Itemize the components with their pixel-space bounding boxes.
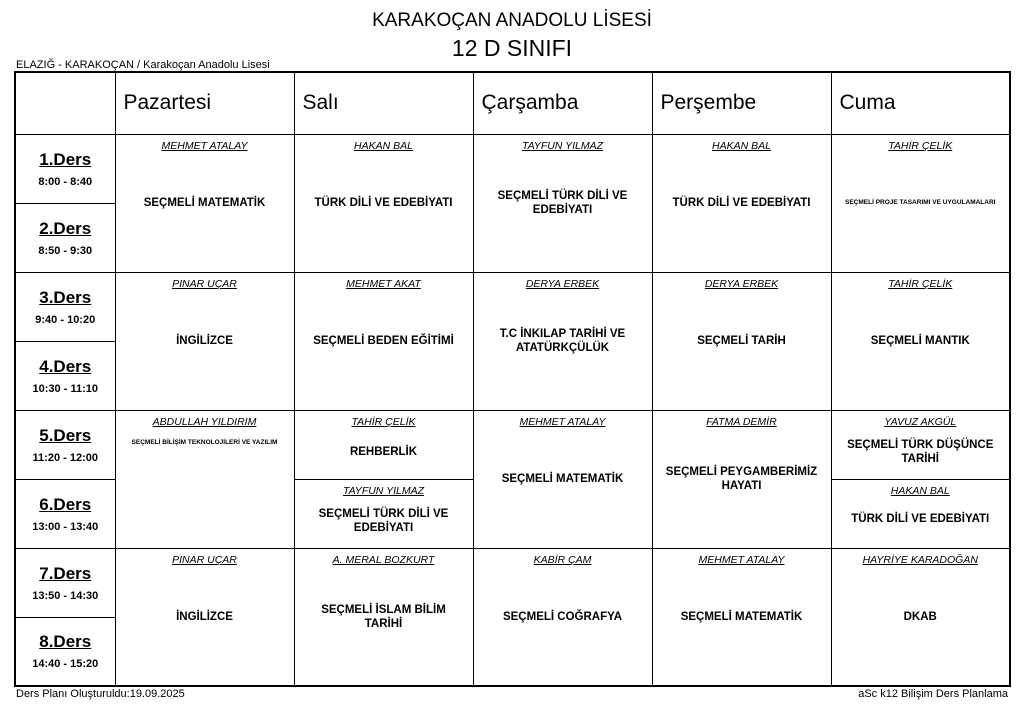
teacher-name: DERYA ERBEK: [525, 277, 600, 290]
period-name: 5.Ders: [39, 425, 92, 445]
day-friday: Cuma: [831, 72, 1010, 134]
lesson-wed-3[interactable]: [473, 272, 652, 410]
lesson-mon-3[interactable]: [115, 272, 294, 410]
period-name: 3.Ders: [39, 287, 92, 307]
teacher-name: KABİR ÇAM: [533, 553, 592, 566]
period-row-5: [15, 410, 1010, 479]
period-row-1: [15, 134, 1010, 203]
subject-name: SEÇMELİ TÜRK DİLİ VE EDEBİYATI: [497, 190, 628, 216]
subject-name: TÜRK DİLİ VE EDEBİYATI: [851, 512, 990, 525]
lesson-fri-3[interactable]: [831, 272, 1010, 410]
teacher-name: PINAR UÇAR: [172, 277, 237, 290]
teacher-name: HAKAN BAL: [354, 139, 413, 152]
lesson-wed-1[interactable]: [473, 134, 652, 272]
corner-cell: [15, 72, 115, 134]
subject-name: SEÇMELİ TÜRK DİLİ VE EDEBİYATI: [318, 507, 449, 534]
day-wednesday: Çarşamba: [473, 72, 652, 134]
teacher-name: MEHMET ATALAY: [161, 139, 248, 152]
period-name: 6.Ders: [39, 494, 92, 514]
day-thursday: Perşembe: [652, 72, 831, 134]
teacher-name: TAYFUN YILMAZ: [342, 484, 425, 497]
period-1: [15, 134, 115, 203]
teacher-name: TAHİR ÇELİK: [888, 139, 953, 152]
teacher-name: MEHMET AKAT: [346, 277, 421, 290]
day-header-row: [15, 72, 1010, 134]
lesson-mon-7[interactable]: [115, 548, 294, 686]
period-time: 8:00 - 8:40: [38, 175, 93, 188]
period-time: 11:20 - 12:00: [32, 451, 98, 464]
lesson-fri-5[interactable]: [831, 410, 1010, 479]
lesson-tue-6[interactable]: [294, 479, 473, 548]
period-row-3: [15, 272, 1010, 341]
teacher-name: TAHİR ÇELİK: [351, 415, 416, 428]
teacher-name: TAHİR ÇELİK: [888, 277, 953, 290]
teacher-name: A. MERAL BOZKURT: [332, 553, 435, 566]
teacher-name: PINAR UÇAR: [172, 553, 237, 566]
period-time: 14:40 - 15:20: [32, 658, 99, 671]
period-time: 10:30 - 11:10: [32, 382, 98, 395]
day-tuesday: Salı: [294, 72, 473, 134]
teacher-name: DERYA ERBEK: [704, 277, 779, 290]
period-name: 4.Ders: [39, 356, 92, 376]
subject-name: SEÇMELİ TARİH: [697, 335, 786, 347]
teacher-name: ABDULLAH YILDIRIM: [152, 415, 257, 428]
period-time: 9:40 - 10:20: [35, 313, 96, 326]
lesson-fri-6[interactable]: [831, 479, 1010, 548]
period-name: 7.Ders: [39, 563, 92, 583]
period-7: [15, 548, 115, 617]
subject-name: TÜRK DİLİ VE EDEBİYATI: [314, 197, 453, 209]
subject-name: SEÇMELİ İSLAM BİLİM TARİHİ: [321, 603, 446, 630]
timetable: [14, 71, 1011, 687]
subject-name: SEÇMELİ MATEMATİK: [501, 473, 624, 485]
lesson-tue-1[interactable]: [294, 134, 473, 272]
lesson-thu-3[interactable]: [652, 272, 831, 410]
subject-name: T.C İNKILAP TARİHİ VE ATATÜRKÇÜLÜK: [499, 328, 626, 354]
lesson-mon-1[interactable]: [115, 134, 294, 272]
subject-name: REHBERLİK: [349, 445, 418, 458]
period-time: 13:00 - 13:40: [32, 520, 99, 533]
lesson-fri-7[interactable]: [831, 548, 1010, 686]
lesson-tue-3[interactable]: [294, 272, 473, 410]
period-4: [15, 341, 115, 410]
teacher-name: HAKAN BAL: [890, 484, 950, 497]
period-name: 8.Ders: [39, 632, 92, 652]
period-6: [15, 479, 115, 548]
subject-name: SEÇMELİ PEYGAMBERİMİZ HAYATI: [665, 466, 818, 492]
subject-name: İNGİLİZCE: [176, 335, 233, 347]
teacher-name: TAYFUN YILMAZ: [521, 139, 604, 152]
period-name: 1.Ders: [39, 149, 92, 169]
lesson-thu-7[interactable]: [652, 548, 831, 686]
subject-name: TÜRK DİLİ VE EDEBİYATI: [672, 197, 811, 209]
lesson-tue-7[interactable]: [294, 548, 473, 686]
subject-name: SEÇMELİ PROJE TASARIMI VE UYGULAMALARI: [845, 199, 996, 206]
lesson-wed-7[interactable]: [473, 548, 652, 686]
period-2: [15, 203, 115, 272]
lesson-fri-1[interactable]: [831, 134, 1010, 272]
subject-name: İNGİLİZCE: [176, 610, 233, 623]
teacher-name: FATMA DEMİR: [706, 415, 777, 428]
teacher-name: YAVUZ AKGÜL: [884, 415, 957, 428]
teacher-name: MEHMET ATALAY: [519, 415, 606, 428]
subject-name: SEÇMELİ MANTIK: [870, 335, 970, 347]
teacher-name: HAKAN BAL: [712, 139, 771, 152]
subject-name: SEÇMELİ BEDEN EĞİTİMİ: [313, 335, 454, 347]
lesson-thu-5[interactable]: [652, 410, 831, 548]
lesson-mon-5[interactable]: [115, 410, 294, 548]
period-8: [15, 617, 115, 686]
period-5: [15, 410, 115, 479]
subject-name: DKAB: [903, 610, 937, 623]
period-time: 13:50 - 14:30: [32, 589, 99, 602]
lesson-thu-1[interactable]: [652, 134, 831, 272]
period-row-7: [15, 548, 1010, 617]
subject-name: SEÇMELİ TÜRK DÜŞÜNCE TARİHİ: [847, 438, 994, 465]
period-time: 8:50 - 9:30: [38, 244, 93, 257]
day-monday: Pazartesi: [115, 72, 294, 134]
subject-name: SEÇMELİ COĞRAFYA: [502, 610, 623, 623]
location-label: ELAZIĞ - KARAKOÇAN / Karakoçan Anadolu Lisesi: [16, 59, 270, 71]
software-label: aSc k12 Bilişim Ders Planlama: [858, 688, 1008, 700]
period-name: 2.Ders: [39, 218, 92, 238]
subject-name: SEÇMELİ BİLİŞİM TEKNOLOJİLERİ VE YAZILIM: [131, 439, 278, 446]
lesson-tue-5[interactable]: [294, 410, 473, 479]
class-title: 12 D SINIFI: [451, 35, 573, 61]
school-title: KARAKOÇAN ANADOLU LİSESİ: [372, 10, 652, 31]
period-3: [15, 272, 115, 341]
teacher-name: HAYRİYE KARADOĞAN: [862, 553, 978, 566]
subject-name: SEÇMELİ MATEMATİK: [680, 610, 803, 623]
created-date-label: Ders Planı Oluşturuldu:19.09.2025: [16, 688, 185, 700]
lesson-wed-5[interactable]: [473, 410, 652, 548]
subject-name: SEÇMELİ MATEMATİK: [143, 197, 266, 209]
teacher-name: MEHMET ATALAY: [698, 553, 785, 566]
